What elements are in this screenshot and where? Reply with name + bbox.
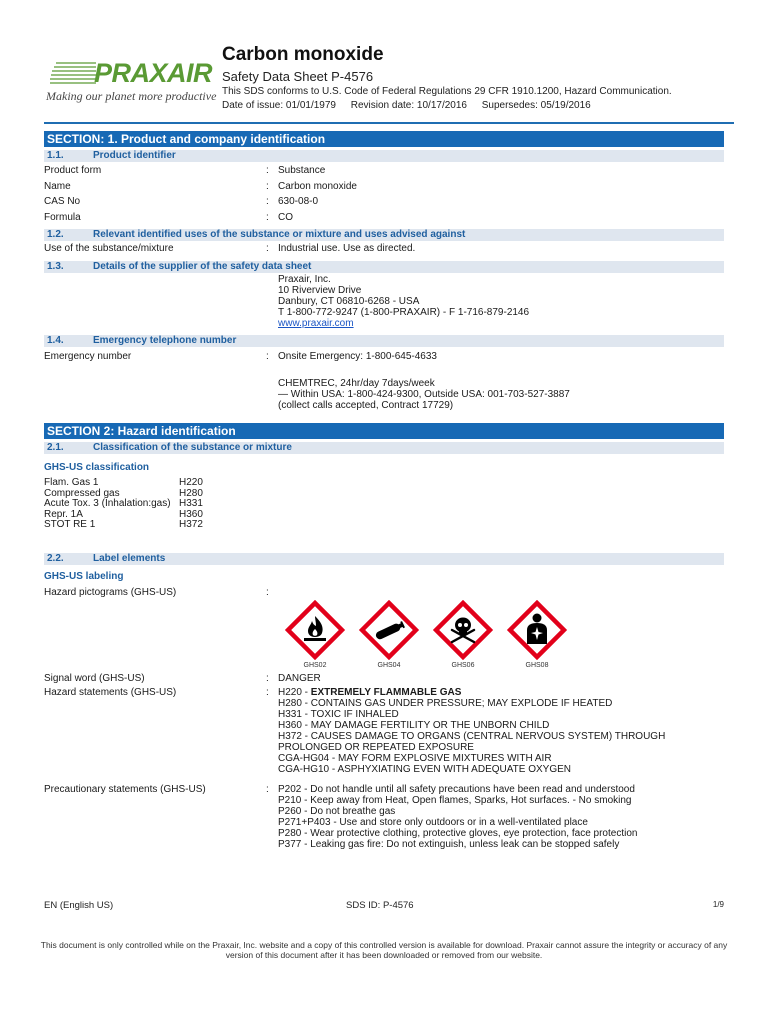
hazard-statements-row — [44, 687, 724, 775]
subsection-1-1-heading — [44, 150, 724, 162]
subsection-number: 2.1. — [47, 442, 64, 453]
hazard-statement: H360 - MAY DAMAGE FERTILITY OR THE UNBORN CHILD — [278, 719, 550, 731]
subsection-number: 1.1. — [47, 150, 64, 161]
skull-crossbones-icon — [433, 600, 493, 660]
chemtrec-line: — Within USA: 1-800-424-9300, Outside USA: 001-703-527-3887 — [278, 389, 570, 400]
colon: : — [266, 165, 269, 176]
logo-speed-lines-icon — [50, 60, 98, 86]
hazard-text: EXTREMELY FLAMMABLE GAS — [310, 686, 462, 698]
identifier-value: Substance — [278, 165, 326, 176]
hazard-statement: CGA-HG10 - ASPHYXIATING EVEN WITH ADEQUATE OXYGEN — [278, 763, 572, 775]
signal-word-value: DANGER — [278, 673, 321, 684]
classification-row — [44, 510, 724, 521]
colon: : — [266, 196, 269, 207]
subsection-number: 1.2. — [47, 229, 64, 240]
subsection-title: Details of the supplier of the safety data sheet — [93, 260, 312, 272]
supplier-details — [278, 274, 724, 329]
footer-page-number: 1/9 — [712, 900, 724, 909]
signal-word-row — [44, 671, 724, 687]
footer-disclaimer: This document is only controlled while on the Praxair, Inc. website and a copy of this controlled version is available for download. Praxair cannot assure the integrity or accuracy of any version of this document after it has been downloaded or removed from our website. — [40, 940, 728, 960]
subsection-2-2-heading — [44, 553, 724, 565]
identifier-value: Carbon monoxide — [278, 180, 357, 192]
pictogram-ghs06 — [426, 600, 500, 669]
use-value: Industrial use. Use as directed. — [278, 243, 416, 254]
issue-date: Date of issue: 01/01/1979 — [222, 100, 336, 111]
colon: : — [266, 243, 269, 254]
classification-row — [44, 499, 724, 510]
pictogram-code: GHS08 — [525, 662, 549, 669]
hazard-statement: H331 - TOXIC IF INHALED — [278, 708, 399, 720]
precautionary-statement: P271+P403 - Use and store only outdoors or in a well-ventilated place — [278, 816, 588, 828]
colon: : — [266, 686, 269, 698]
classification-code: H220 — [179, 477, 203, 488]
subsection-title: Product identifier — [93, 150, 176, 161]
supplier-website-link[interactable]: www.praxair.com — [278, 317, 354, 329]
use-label: Use of the substance/mixture — [44, 243, 174, 254]
identifier-label: Name — [44, 180, 71, 192]
emergency-value: Onsite Emergency: 1-800-645-4633 — [278, 350, 437, 362]
subsection-title: Relevant identified uses of the substance or mixture and uses advised against — [93, 229, 466, 240]
classification-class: Acute Tox. 3 (Inhalation:gas) — [44, 498, 171, 509]
classification-code: H331 — [179, 498, 203, 509]
logo-wordmark: PRAXAIR — [94, 58, 213, 88]
pictogram-code: GHS06 — [451, 662, 475, 669]
pictogram-code: GHS04 — [377, 662, 401, 669]
subsection-title: Classification of the substance or mixture — [93, 442, 292, 453]
precautionary-statement: P260 - Do not breathe gas — [278, 805, 396, 817]
use-row — [44, 241, 724, 257]
chemtrec-details — [278, 378, 724, 411]
subsection-1-2-heading — [44, 229, 724, 241]
supplier-line: Praxair, Inc. — [278, 273, 331, 285]
classification-class: Repr. 1A — [44, 508, 83, 520]
subsection-title: Label elements — [93, 552, 166, 564]
pictogram-ghs04 — [352, 600, 426, 669]
precautionary-statements-list — [278, 784, 724, 850]
chemtrec-line: CHEMTREC, 24hr/day 7days/week — [278, 378, 435, 389]
ghs-classification-table — [44, 478, 724, 531]
document-header — [44, 44, 734, 120]
praxair-logo — [46, 58, 221, 108]
hazard-code: H220 - — [278, 686, 311, 698]
identifier-label: Product form — [44, 165, 102, 176]
precautionary-statement: P210 - Keep away from Heat, Open flames, Sparks, Hot surfaces. - No smoking — [278, 794, 632, 806]
subsection-number: 2.2. — [47, 552, 64, 564]
subsection-2-1-heading — [44, 442, 724, 454]
hazard-statement: H280 - CONTAINS GAS UNDER PRESSURE; MAY EXPLODE IF HEATED — [278, 697, 613, 709]
subsection-1-4-heading — [44, 335, 724, 347]
colon: : — [266, 586, 269, 598]
section-2-heading: SECTION 2: Hazard identification — [44, 423, 724, 439]
ghs-classification-heading: GHS-US classification — [44, 462, 150, 473]
subsection-number: 1.3. — [47, 260, 64, 272]
subsection-number: 1.4. — [47, 334, 64, 346]
document-subtitle: Safety Data Sheet P-4576 — [222, 69, 374, 84]
emergency-row — [44, 349, 724, 365]
emergency-label: Emergency number — [44, 350, 132, 362]
hazard-statements-list — [278, 687, 724, 775]
colon: : — [266, 673, 269, 684]
flame-icon — [285, 600, 345, 660]
pictograms-label: Hazard pictograms (GHS-US) — [44, 586, 177, 598]
document-title: Carbon monoxide — [222, 44, 384, 65]
ghs-labeling-heading: GHS-US labeling — [44, 570, 124, 582]
health-hazard-icon — [507, 600, 567, 660]
revision-date: Revision date: 10/17/2016 — [350, 100, 467, 111]
logo-tagline: Making our planet more productive — [46, 89, 217, 103]
hazard-statement: PROLONGED OR REPEATED EXPOSURE — [278, 741, 474, 753]
classification-class: STOT RE 1 — [44, 519, 96, 530]
supersedes-date: Supersedes: 05/19/2016 — [481, 100, 591, 111]
hazard-statement: CGA-HG04 - MAY FORM EXPLOSIVE MIXTURES WITH AIR — [278, 752, 552, 764]
identifier-row — [44, 210, 724, 226]
classification-code: H372 — [179, 519, 203, 530]
section-1-heading: SECTION: 1. Product and company identification — [44, 131, 724, 147]
classification-row — [44, 478, 724, 489]
hazard-pictograms — [278, 600, 724, 669]
footer-sds-id: SDS ID: P-4576 — [346, 900, 414, 911]
hazard-statement — [278, 687, 724, 698]
identifier-value: CO — [278, 211, 293, 223]
colon: : — [266, 211, 269, 223]
identifier-value: 630-08-0 — [278, 196, 319, 207]
hazard-statements-label: Hazard statements (GHS-US) — [44, 686, 177, 698]
pictogram-ghs08 — [500, 600, 574, 669]
footer-language: EN (English US) — [44, 900, 114, 911]
document-body — [44, 131, 724, 850]
identifier-label: CAS No — [44, 196, 81, 207]
precautionary-statements-row — [44, 784, 724, 850]
colon: : — [266, 350, 269, 362]
subsection-1-3-heading — [44, 261, 724, 273]
supplier-line: Danbury, CT 06810-6268 - USA — [278, 295, 420, 307]
signal-word-label: Signal word (GHS-US) — [44, 673, 145, 684]
pictogram-code: GHS02 — [303, 662, 327, 669]
supplier-line: 10 Riverview Drive — [278, 284, 362, 296]
subsection-title: Emergency telephone number — [93, 334, 237, 346]
supplier-line: T 1-800-772-9247 (1-800-PRAXAIR) - F 1-716-879-2146 — [278, 306, 530, 318]
classification-code: H280 — [179, 487, 203, 499]
document-dates — [222, 100, 603, 111]
hazard-statement: H372 - CAUSES DAMAGE TO ORGANS (CENTRAL NERVOUS SYSTEM) THROUGH — [278, 730, 666, 742]
precautionary-statement: P280 - Wear protective clothing, protective gloves, eye protection, face protection — [278, 827, 638, 839]
colon: : — [266, 783, 269, 795]
gas-cylinder-icon — [359, 600, 419, 660]
precautionary-statement: P202 - Do not handle until all safety precautions have been read and understood — [278, 783, 635, 795]
classification-code: H360 — [179, 508, 203, 520]
product-identifiers — [44, 163, 724, 225]
header-divider — [44, 122, 734, 124]
identifier-row — [44, 163, 724, 179]
colon: : — [266, 180, 269, 192]
pictograms-row — [44, 585, 724, 601]
classification-row — [44, 520, 724, 531]
pictogram-ghs02 — [278, 600, 352, 669]
identifier-row — [44, 194, 724, 210]
identifier-row — [44, 179, 724, 195]
conformance-statement: This SDS conforms to U.S. Code of Federal Regulations 29 CFR 1910.1200, Hazard Communication. — [222, 86, 672, 97]
precautionary-statements-label: Precautionary statements (GHS-US) — [44, 783, 206, 795]
classification-class: Compressed gas — [44, 487, 120, 499]
classification-class: Flam. Gas 1 — [44, 477, 99, 488]
identifier-label: Formula — [44, 211, 81, 223]
precautionary-statement: P377 - Leaking gas fire: Do not extinguish, unless leak can be stopped safely — [278, 838, 620, 850]
chemtrec-line: (collect calls accepted, Contract 17729) — [278, 400, 454, 411]
